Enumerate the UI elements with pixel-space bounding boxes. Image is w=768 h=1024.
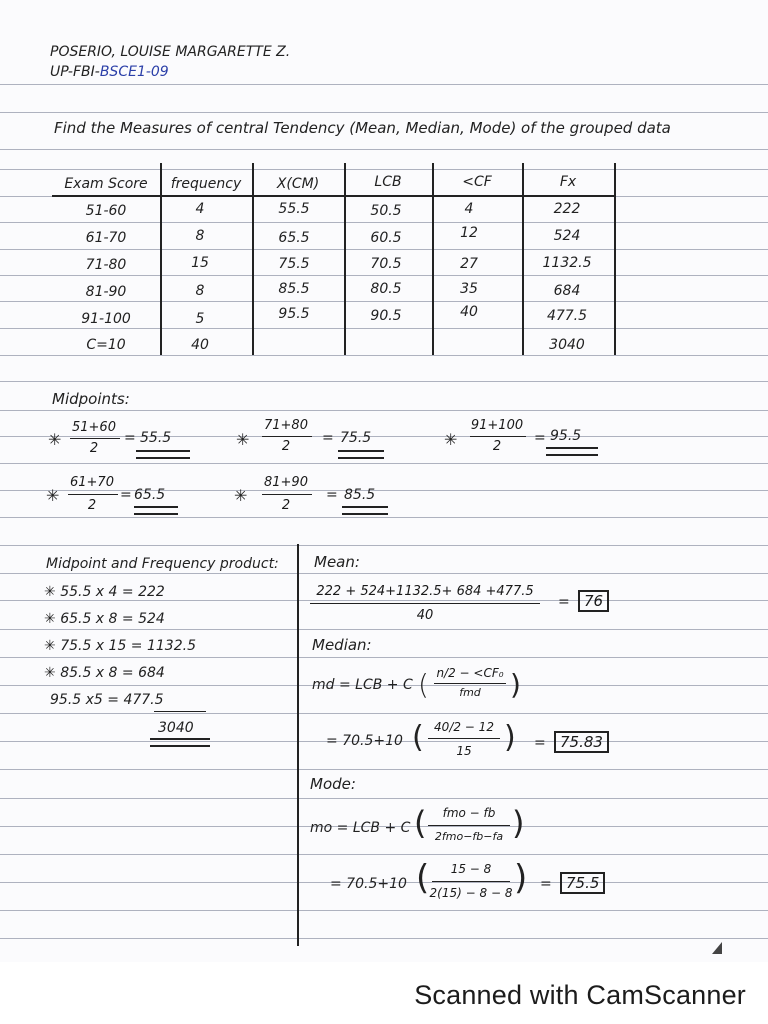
student-name: POSERIO, LOUISE MARGARETTE Z. — [50, 44, 291, 60]
mode-substitution-numerator: 15 − 8 — [450, 862, 492, 876]
rule-line — [0, 355, 768, 356]
table-cell: 524 — [553, 228, 581, 244]
product-line — [50, 692, 164, 708]
table-cell: 1132.5 — [542, 255, 592, 271]
mode-title: Mode: — [310, 775, 356, 793]
median-substitution-denominator: 15 — [456, 744, 472, 758]
product-line-text: 95.5 x5 = 477.5 — [50, 692, 164, 708]
rule-line — [0, 463, 768, 464]
rule-line — [0, 84, 768, 85]
rule-line — [0, 381, 768, 382]
table-cell: 12 — [460, 225, 478, 241]
rule-line — [0, 517, 768, 518]
median-title: Median: — [312, 636, 372, 654]
table-cell: 65.5 — [278, 230, 310, 246]
section-divider — [297, 544, 299, 946]
scan-footer — [0, 962, 768, 1024]
rule-line — [0, 436, 768, 437]
product-line: ✳ 55.5 x 4 = 222 — [44, 584, 165, 600]
midpoint-denominator: 2 — [89, 441, 99, 456]
median-answer: 75.83 — [554, 731, 609, 753]
midpoint-denominator: 2 — [281, 439, 291, 454]
table-cell: 50.5 — [370, 203, 402, 219]
products-title: Midpoint and Frequency product: — [46, 556, 279, 572]
table-cell: 8 — [195, 283, 205, 299]
midpoint-numerator: 61+70 — [70, 475, 114, 490]
mode-substitution-denominator: 2(15) − 8 − 8 — [429, 886, 513, 900]
problem-statement: Find the Measures of central Tendency (Mean, Median, Mode) of the grouped data — [54, 119, 671, 137]
table-header: LCB — [374, 174, 402, 190]
midpoint-result: 55.5 — [140, 430, 172, 446]
product-line-text: 75.5 x 15 = 1132.5 — [60, 638, 196, 654]
table-cell: 27 — [460, 256, 478, 272]
total-underline — [150, 738, 210, 747]
rule-line — [0, 657, 768, 658]
student-id-section: BSCE1-09 — [99, 64, 169, 80]
table-cell: 15 — [191, 255, 209, 271]
rule-line — [0, 938, 768, 939]
table-cell: 40 — [191, 337, 209, 353]
mean-fraction-bar — [310, 603, 540, 604]
rule-line — [0, 713, 768, 714]
page-corner — [712, 942, 722, 954]
student-id — [50, 64, 169, 80]
mode-answer: 75.5 — [560, 872, 605, 894]
table-cell: 222 — [553, 201, 581, 217]
table-cell: 5 — [195, 311, 205, 327]
rule-line — [0, 854, 768, 855]
table-cell: C=10 — [86, 337, 126, 353]
median-formula-numerator: n/2 − <CF₀ — [436, 666, 504, 680]
table-cell: 4 — [195, 201, 205, 217]
table-cell: 80.5 — [370, 281, 402, 297]
table-header: <CF — [462, 174, 492, 190]
mean-numerator: 222 + 524+1132.5+ 684 +477.5 — [316, 584, 534, 599]
midpoint-result: 65.5 — [134, 487, 166, 503]
mode-formula-denominator: 2fmo−fb−fa — [434, 830, 504, 843]
midpoint-numerator: 81+90 — [264, 475, 308, 490]
rule-line — [0, 490, 768, 491]
midpoint-numerator: 51+60 — [72, 420, 116, 435]
student-id-prefix: UP-FBI- — [50, 64, 100, 80]
table-header: frequency — [170, 176, 242, 192]
rule-line — [0, 545, 768, 546]
mode-formula-numerator: fmo − fb — [442, 806, 496, 820]
table-cell: 8 — [195, 228, 205, 244]
table-header: Exam Score — [64, 176, 148, 192]
table-header: Fx — [559, 174, 577, 190]
table-cell: 60.5 — [370, 230, 402, 246]
median-formula-lhs: md = LCB + C — [312, 677, 413, 693]
table-cell: 91-100 — [81, 311, 131, 327]
midpoint-numerator: 71+80 — [264, 418, 308, 433]
median-substitution-lhs: = 70.5+10 — [326, 733, 403, 749]
midpoint-numerator: 91+100 — [470, 418, 524, 433]
rule-line — [0, 629, 768, 630]
table-cell: 35 — [460, 281, 478, 297]
table-header: X(CM) — [276, 176, 320, 192]
table-cell: 40 — [460, 304, 478, 320]
mean-title: Mean: — [314, 553, 360, 571]
table-cell: 4 — [464, 201, 474, 217]
camscanner-watermark: Scanned with CamScanner — [414, 980, 746, 1010]
rule-line — [0, 249, 768, 250]
table-cell: 55.5 — [278, 201, 310, 217]
mean-denominator: 40 — [416, 608, 434, 623]
table-cell: 477.5 — [546, 308, 588, 324]
table-cell: 3040 — [549, 337, 585, 353]
product-line: ✳ 85.5 x 8 = 684 — [44, 665, 165, 681]
table-cell: 75.5 — [278, 256, 310, 272]
rule-line — [0, 301, 768, 302]
midpoints-title: Midpoints: — [52, 390, 130, 408]
rule-line — [0, 573, 768, 574]
product-line-text: 65.5 x 8 = 524 — [60, 611, 165, 627]
product-line: ✳ 65.5 x 8 = 524 — [44, 611, 165, 627]
rule-line — [0, 769, 768, 770]
rule-line — [0, 112, 768, 113]
table-cell: 71-80 — [85, 257, 127, 273]
midpoint-result: 85.5 — [344, 487, 376, 503]
mode-substitution-lhs: = 70.5+10 — [330, 876, 407, 892]
rule-line — [0, 798, 768, 799]
sum-line — [154, 711, 206, 712]
rule-line — [0, 149, 768, 150]
rule-line — [0, 222, 768, 223]
product-line: ✳ 75.5 x 15 = 1132.5 — [44, 638, 196, 654]
table-cell: 70.5 — [370, 256, 402, 272]
rule-line — [0, 328, 768, 329]
rule-line — [0, 410, 768, 411]
rule-line — [0, 600, 768, 601]
midpoint-result: 75.5 — [340, 430, 372, 446]
midpoint-denominator: 2 — [492, 439, 502, 454]
median-substitution-numerator: 40/2 − 12 — [434, 720, 494, 734]
rule-line — [0, 910, 768, 911]
table-cell: 684 — [553, 283, 581, 299]
notebook-page: POSERIO, LOUISE MARGARETTE Z. UP-FBI-BSCE1-09 Find the Measures of central Tendency (Mean, Median, Mode) of the grouped data Exam Score frequency X(CM) LCB <CF Fx 51-60 4 55.5 50.5 4 222 61-70 8 65.5 60.5 12 524 71-80 15 75.5 70.5 27 1132.5 81-90 8 85.5 80.5 35 684 91-100 5 95.5 90.5 40 477.5 C=10 40 3040 Midpoints: ✳ 51+60 2 = 55.5 ✳ 71+80 2 = 75.5 ✳ 91+100 2 = 95.5 ✳ 61+70 2 = 65.5 ✳ 81+90 2 = 85.5 Midpoint and Frequency product: ✳ 55.5 x 4 = 222 ✳ 65.5 x 8 = 524 ✳ 75.5 x 15 = 1132.5 ✳ 85.5 x 8 = 684 95.5 x5 = 477.5 3040 Mean: 222 + 524+1132.5+ 684 +477.5 40 = 76 Median: md = LCB + C ( n/2 − <CF₀ fmd ) = 70.5+10 ( 40/2 − 12 15 ) = 75.83 Mode: mo = LCB + C ( fmo − fb 2fmo−fb−fa ) = 70.5+10 ( 15 − 8 2(15) − 8 − 8 ) = 75.5 — [0, 0, 768, 962]
table-cell: 95.5 — [278, 306, 310, 322]
product-line-text: 85.5 x 8 = 684 — [60, 665, 165, 681]
midpoint-denominator: 2 — [281, 498, 291, 513]
mode-formula-lhs: mo = LCB + C — [310, 820, 411, 836]
median-formula-denominator: fmd — [459, 686, 481, 699]
table-cell: 81-90 — [85, 284, 127, 300]
rule-line — [0, 275, 768, 276]
rule-line — [0, 169, 768, 170]
table-cell: 85.5 — [278, 281, 310, 297]
midpoint-denominator: 2 — [87, 498, 97, 513]
table-cell: 90.5 — [370, 308, 402, 324]
table-cell: 51-60 — [85, 203, 127, 219]
midpoint-result: 95.5 — [550, 428, 582, 444]
products-total: 3040 — [158, 720, 194, 736]
mean-answer: 76 — [578, 590, 609, 612]
table-cell: 61-70 — [85, 230, 127, 246]
product-line-text: 55.5 x 4 = 222 — [60, 584, 165, 600]
